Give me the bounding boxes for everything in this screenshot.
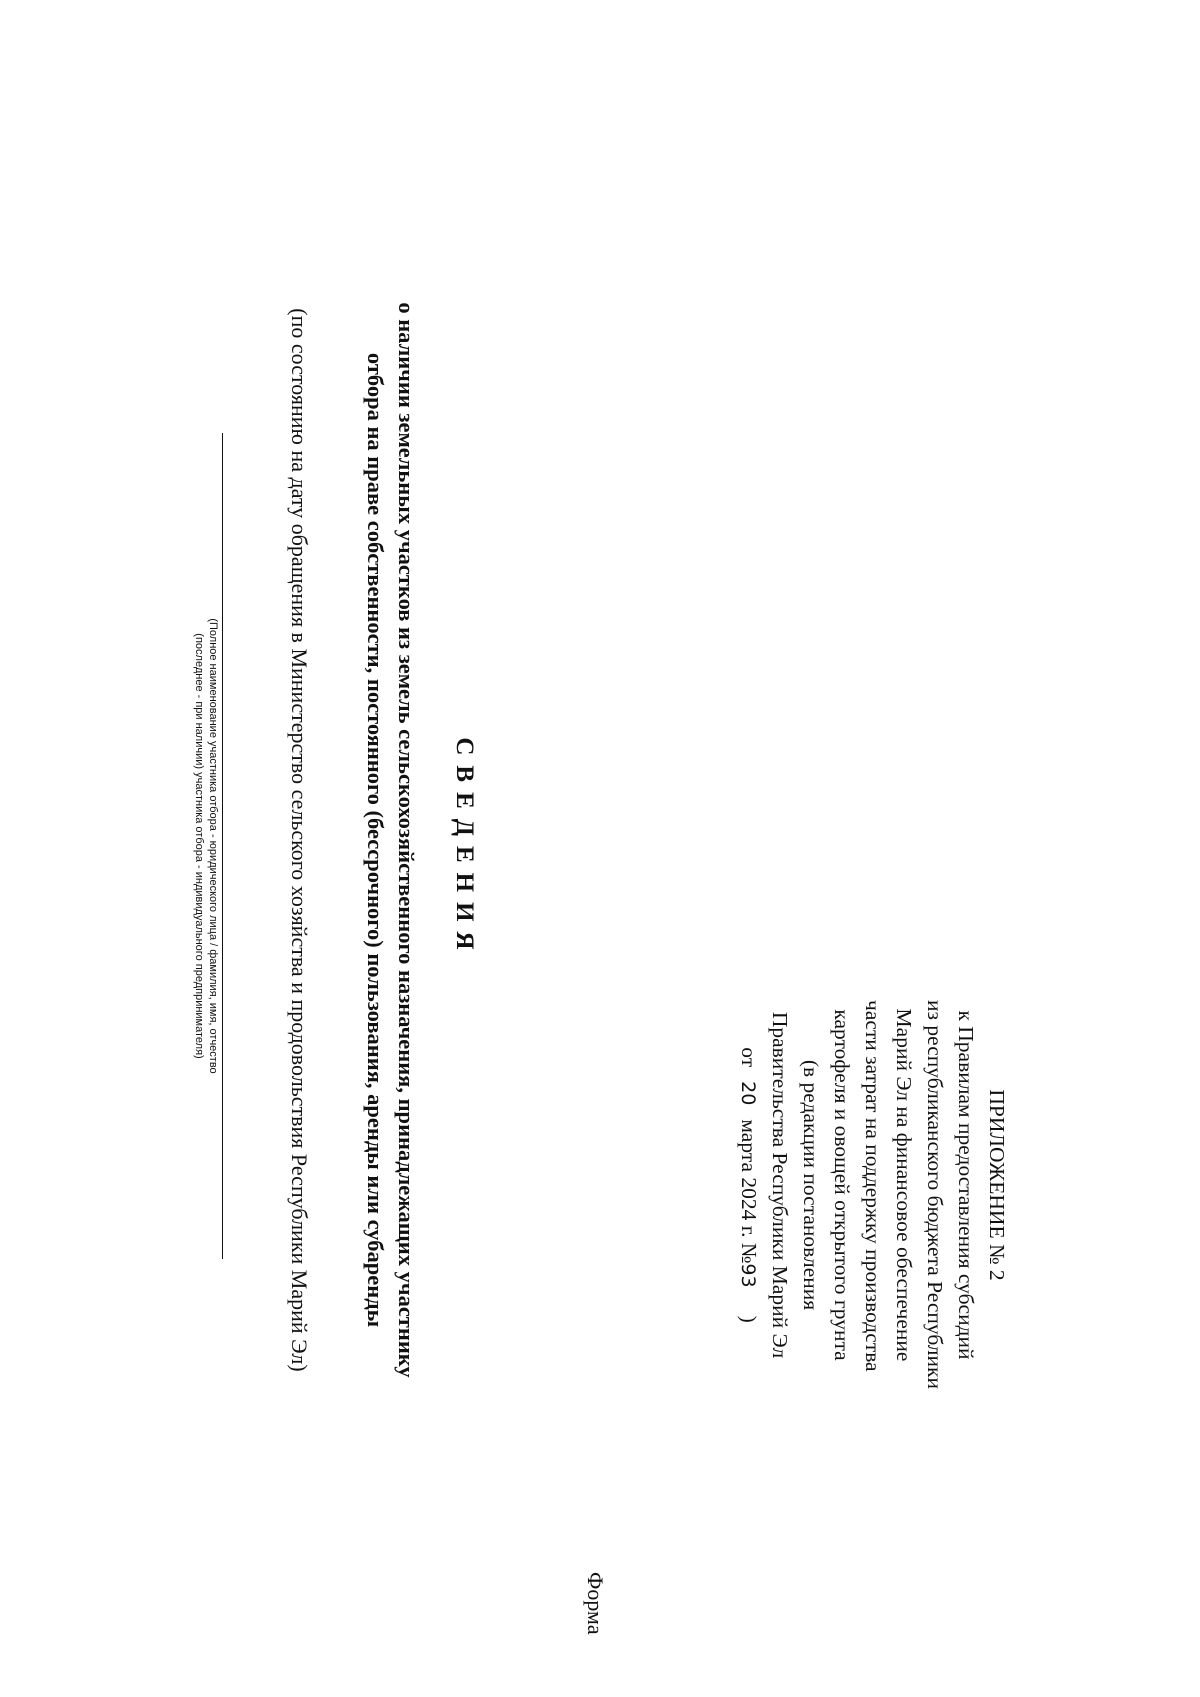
appendix-block xyxy=(732,1000,1012,1389)
appendix-line: (в редакции постановления xyxy=(799,1059,823,1311)
appendix-line: к Правилам предоставления субсидий xyxy=(954,1010,978,1360)
fill-in-line xyxy=(222,433,223,1259)
appendix-line: части затрат на поддержку производства xyxy=(861,1000,885,1372)
date-number: 93 xyxy=(737,1263,759,1288)
date-rest: марта 2024 г. № xyxy=(737,1119,761,1264)
appendix-line: Марий Эл на финансовое обеспечение xyxy=(892,1008,916,1362)
appendix-date xyxy=(732,1000,764,1370)
form-label: Форма xyxy=(583,1572,608,1635)
subtitle-line: отбора на праве собственности, постоянного (бессрочного) пользования, аренды или субаренды xyxy=(363,352,388,1328)
date-close: ) xyxy=(737,1315,761,1323)
appendix-line: картофеля и овощей открытого грунта xyxy=(830,1009,854,1361)
date-note: (по состоянию на дату обращения в Министерство сельского хозяйства и продовольствия Республики Марий Эл) xyxy=(287,308,312,1372)
subtitle-line: о наличии земельных участков из земель сельскохозяйственного назначения, принадлежащих участнику xyxy=(394,302,419,1378)
date-prefix: от xyxy=(737,1047,761,1068)
appendix-line: из республиканского бюджета Республики xyxy=(923,1000,947,1389)
caption-line: (Полное наименование участника отбора - юридического лица / фамилия, имя, отчество xyxy=(207,618,219,1074)
appendix-line: Правительства Республики Марий Эл xyxy=(768,1011,792,1359)
caption-line: (последнее - при наличии) участника отбора - индивидуального предпринимателя) xyxy=(193,633,205,1059)
document-title: СВЕДЕНИЯ xyxy=(451,737,478,960)
date-day: 20 xyxy=(737,1081,759,1106)
fill-in-caption xyxy=(192,433,220,1259)
document-subtitle xyxy=(360,130,422,1550)
appendix-title: ПРИЛОЖЕНИЕ № 2 xyxy=(985,1089,1009,1281)
